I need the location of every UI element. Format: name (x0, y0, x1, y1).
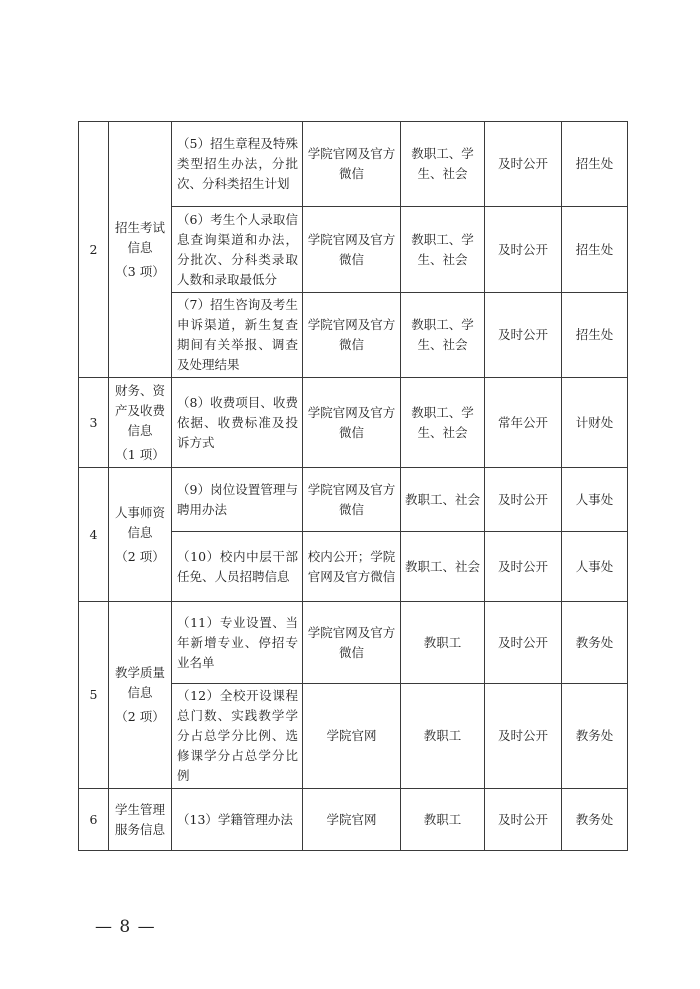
audience-cell: 教职工 (401, 789, 485, 851)
item-text: （7）招生咨询及考生申诉渠道，新生复查期间有关举报、调查及处理结果 (177, 297, 298, 372)
dept-cell: 教务处 (562, 789, 628, 851)
item-text: （6）考生个人录取信息查询渠道和办法，分批次、分科类录取人数和录取最低分 (177, 211, 298, 287)
item-text: （13）学籍管理办法 (177, 811, 293, 827)
time-cell: 及时公开 (485, 532, 562, 602)
item-cell (172, 602, 303, 684)
page-number: — 8 — (95, 917, 156, 937)
audience-cell: 教职工、社会 (401, 468, 485, 532)
channel-cell: 学院官网 (303, 789, 401, 851)
table-row (79, 378, 628, 468)
audience-cell: 教职工、学生、社会 (401, 378, 485, 468)
category-count: （3 项） (115, 263, 165, 279)
category-cell (109, 122, 172, 378)
category-cell (109, 378, 172, 468)
category-count: （2 项） (115, 548, 165, 564)
row-number: 5 (79, 602, 109, 789)
row-number: 6 (79, 789, 109, 851)
time-cell: 及时公开 (485, 468, 562, 532)
dept-cell: 教务处 (562, 684, 628, 789)
row-number: 4 (79, 468, 109, 602)
time-cell: 及时公开 (485, 684, 562, 789)
disclosure-table (78, 121, 628, 851)
category-cell (109, 789, 172, 851)
dept-cell: 招生处 (562, 207, 628, 293)
dept-cell: 招生处 (562, 122, 628, 207)
audience-cell: 教职工、学生、社会 (401, 122, 485, 207)
item-text: （11）专业设置、当年新增专业、停招专业名单 (177, 614, 298, 670)
item-cell (172, 684, 303, 789)
channel-cell: 学院官网及官方微信 (303, 207, 401, 293)
category-cell (109, 602, 172, 789)
item-text: （8）收费项目、收费依据、收费标准及投诉方式 (177, 394, 298, 450)
channel-cell: 学院官网及官方微信 (303, 602, 401, 684)
dept-cell: 教务处 (562, 602, 628, 684)
item-cell (172, 532, 303, 602)
item-text: （10）校内中层干部任免、人员招聘信息 (177, 548, 298, 584)
item-cell (172, 207, 303, 293)
category-title: 招生考试信息 (114, 219, 165, 255)
category-title: 学生管理服务信息 (114, 801, 165, 837)
channel-cell: 学院官网及官方微信 (303, 378, 401, 468)
table-row (79, 602, 628, 684)
time-cell: 常年公开 (485, 378, 562, 468)
channel-cell: 学院官网及官方微信 (303, 293, 401, 378)
channel-cell: 学院官网 (303, 684, 401, 789)
table-row (79, 789, 628, 851)
category-cell (109, 468, 172, 602)
audience-cell: 教职工、社会 (401, 532, 485, 602)
dept-cell: 计财处 (562, 378, 628, 468)
category-count: （1 项） (115, 446, 165, 462)
row-number: 2 (79, 122, 109, 378)
table-row (79, 468, 628, 532)
row-number: 3 (79, 378, 109, 468)
item-cell (172, 468, 303, 532)
category-count: （2 项） (115, 709, 165, 724)
channel-cell: 校内公开；学院官网及官方微信 (303, 532, 401, 602)
audience-cell: 教职工、学生、社会 (401, 293, 485, 378)
time-cell: 及时公开 (485, 293, 562, 378)
channel-cell: 学院官网及官方微信 (303, 122, 401, 207)
table-row (79, 122, 628, 207)
time-cell: 及时公开 (485, 602, 562, 684)
item-text: （5）招生章程及特殊类型招生办法，分批次、分科类招生计划 (177, 136, 298, 191)
audience-cell: 教职工 (401, 684, 485, 789)
dept-cell: 招生处 (562, 293, 628, 378)
category-title: 教学质量信息 (114, 665, 165, 700)
dept-cell: 人事处 (562, 532, 628, 602)
item-text: （9）岗位设置管理与聘用办法 (177, 481, 298, 517)
channel-cell: 学院官网及官方微信 (303, 468, 401, 532)
audience-cell: 教职工 (401, 602, 485, 684)
category-title: 财务、资产及收费信息 (114, 382, 165, 438)
item-cell (172, 293, 303, 378)
dept-cell: 人事处 (562, 468, 628, 532)
time-cell: 及时公开 (485, 789, 562, 851)
item-cell (172, 122, 303, 207)
item-cell (172, 378, 303, 468)
item-text: （12）全校开设课程总门数、实践教学学分占总学分比例、选修课学分占总学分比例 (177, 688, 298, 783)
time-cell: 及时公开 (485, 207, 562, 293)
audience-cell: 教职工、学生、社会 (401, 207, 485, 293)
time-cell: 及时公开 (485, 122, 562, 207)
item-cell (172, 789, 303, 851)
category-title: 人事师资信息 (114, 504, 165, 540)
